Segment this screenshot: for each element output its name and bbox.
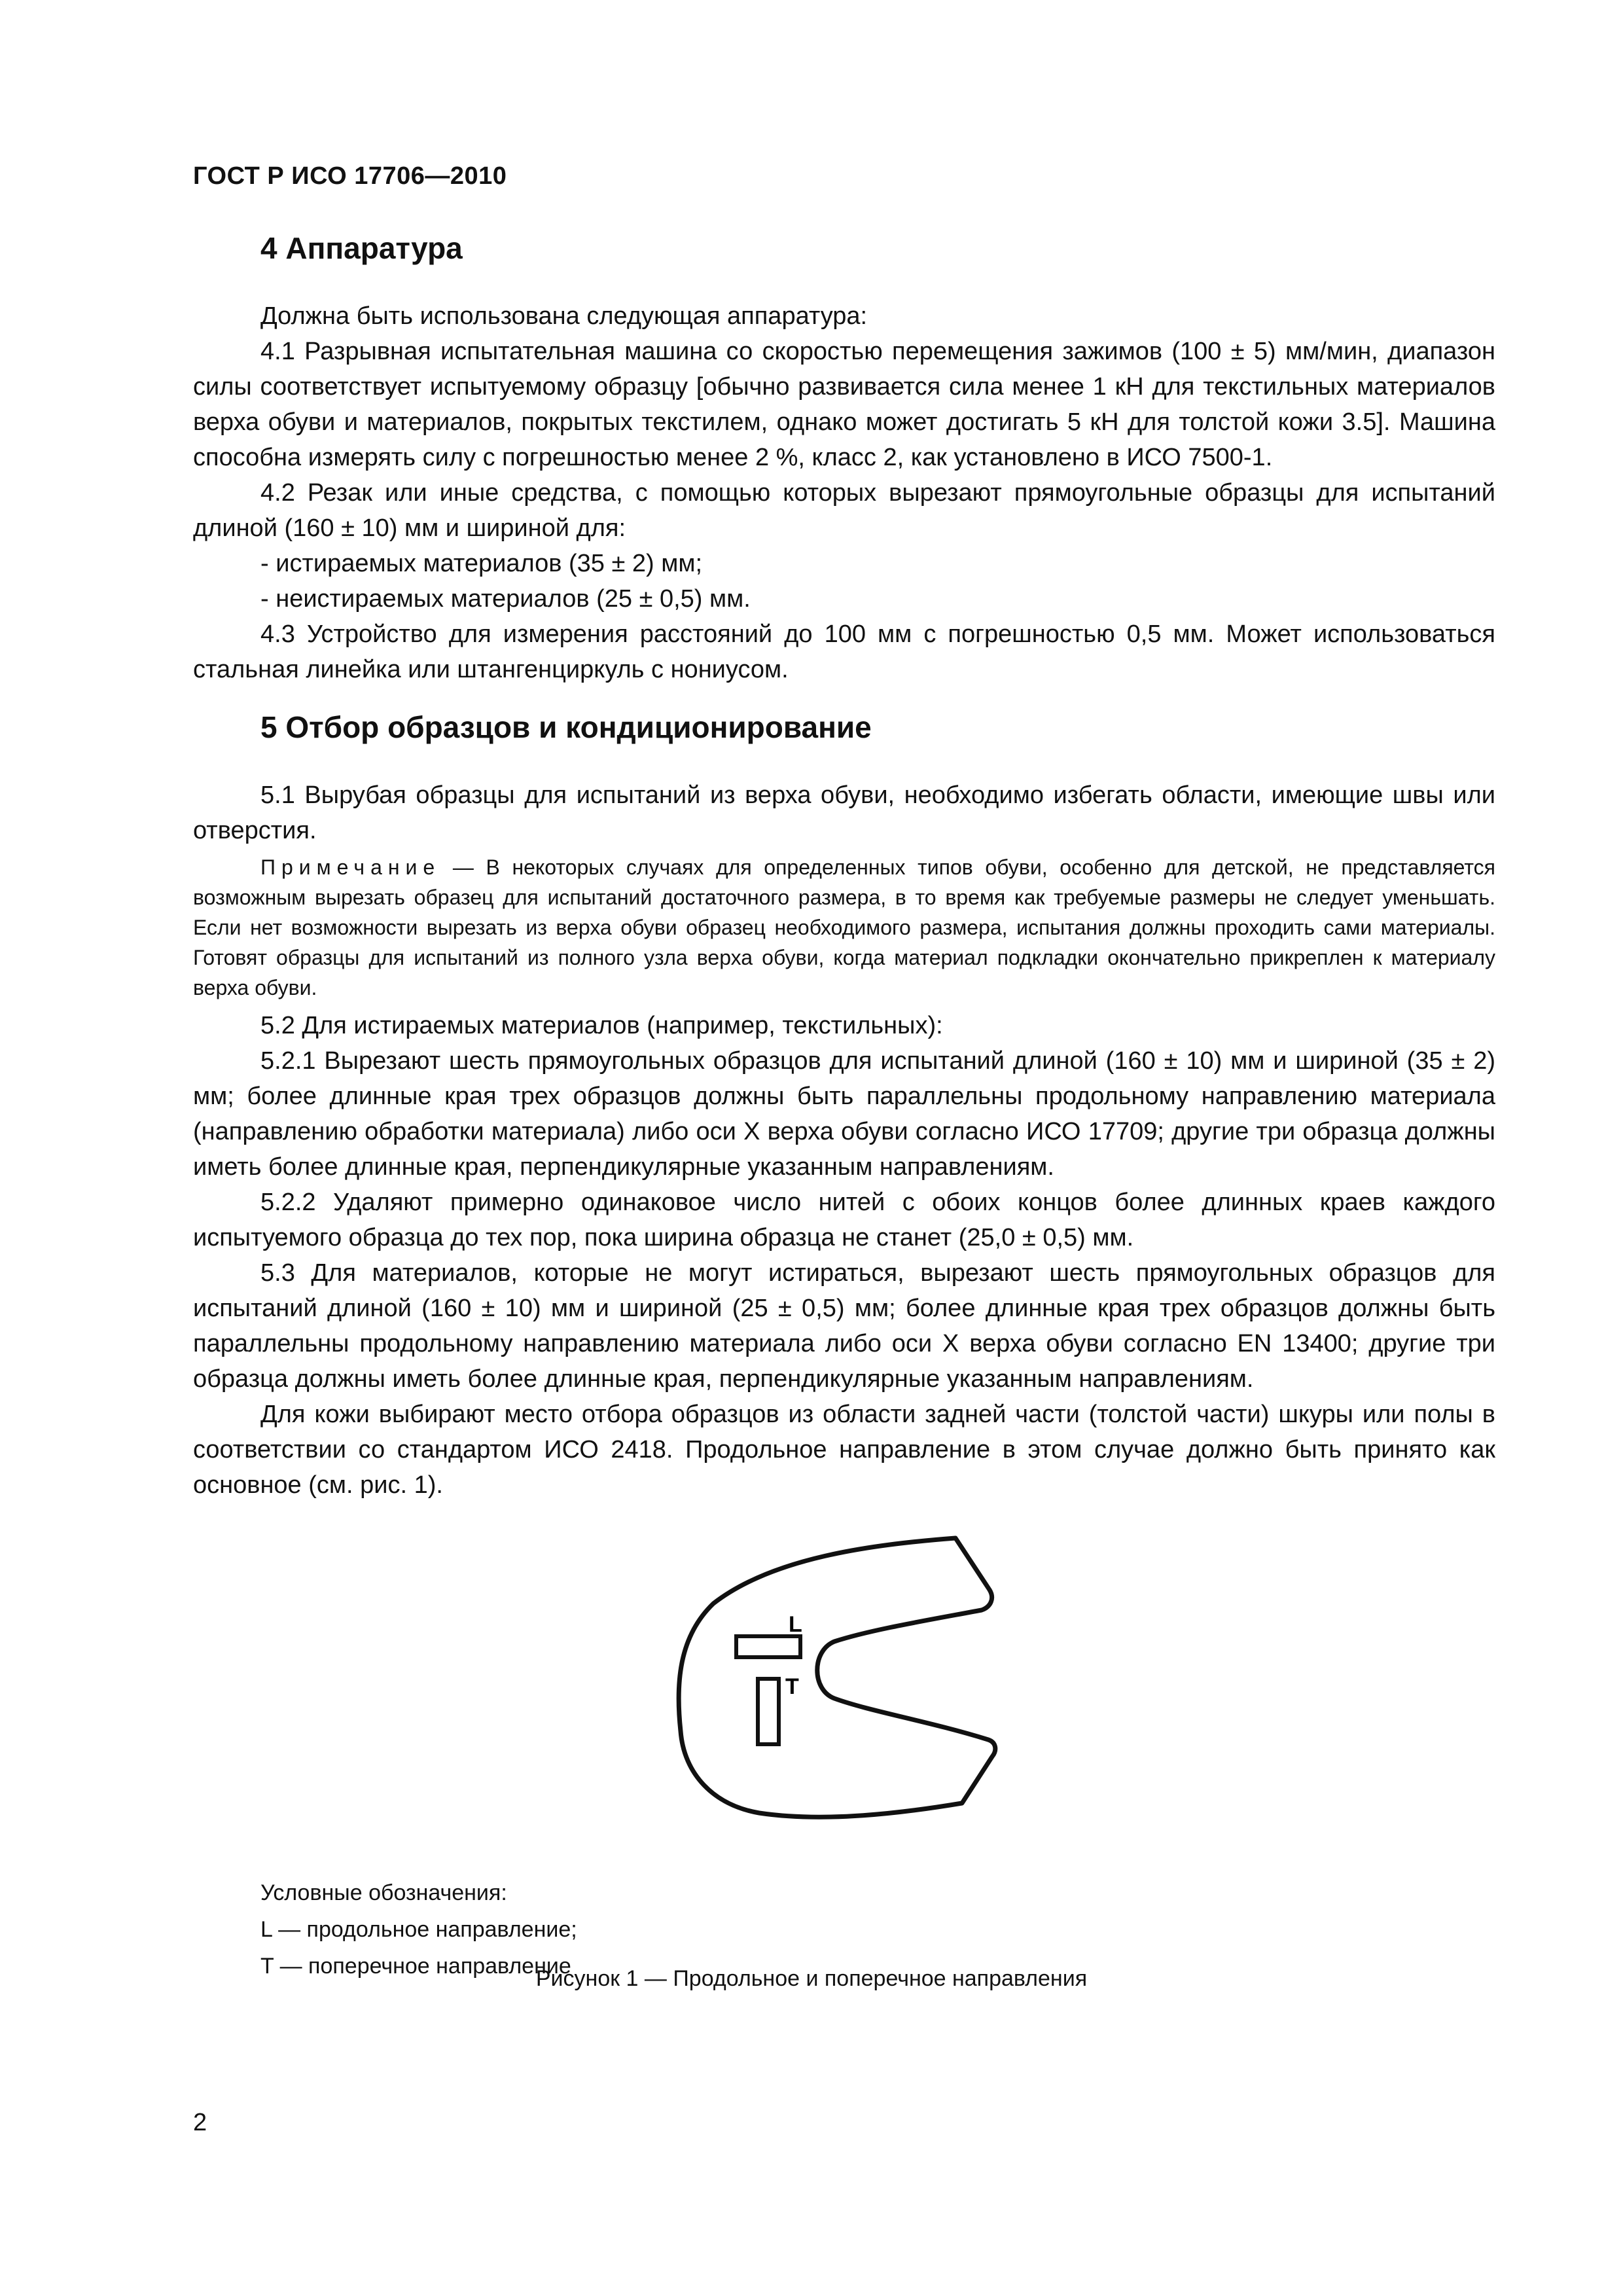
clause-4-2: 4.2 Резак или иные средства, с помощью которых вырезают прямоугольные образцы для испытаний длиной (160 ± 10) мм и шириной для: [193, 479, 1495, 542]
section-4-body [193, 298, 1495, 687]
note-label: Примечание [260, 855, 441, 879]
section-4-intro: Должна быть использована следующая аппаратура: [260, 302, 868, 330]
clause-5-2-2: 5.2.2 Удаляют примерно одинаковое число нитей с обоих концов более длинных краев каждого испытуемого образца до тех пор, пока ширина образца не станет (25,0 ± 0,5) мм. [193, 1189, 1495, 1251]
note-paragraph [193, 852, 1495, 1003]
label-L: L [789, 1612, 802, 1637]
section-5-body [193, 1008, 1495, 1503]
page-number: 2 [193, 2109, 207, 2136]
label-T: T [785, 1674, 799, 1699]
specimen-longitudinal [736, 1636, 800, 1657]
clause-5-3: 5.3 Для материалов, которые не могут истираться, вырезают шесть прямоугольных образцов для испытаний длиной (160 ± 10) мм и шириной (25 ± 0,5) мм; более длинные края трех образцов должны быть параллельны продольному направлению материала либо оси X верха обуви согласно EN 13400; другие три образца должны иметь более длинные края, перпендикулярные указанным направлениям. [193, 1259, 1495, 1393]
leather-paragraph: Для кожи выбирают место отбора образцов из области задней части (толстой части) шкуры или полы в соответствии со стандартом ИСО 2418. Продольное направление в этом случае должно быть принято как основное (см. рис. 1). [193, 1401, 1495, 1499]
clause-4-3: 4.3 Устройство для измерения расстояний до 100 мм с погрешностью 0,5 мм. Может использоваться стальная линейка или штангенциркуль с нониусом. [193, 620, 1495, 683]
clause-5-1: 5.1 Вырубая образцы для испытаний из верха обуви, необходимо избегать области, имеющие швы или отверстия. [193, 781, 1495, 844]
clause-5-2-1: 5.2.1 Вырезают шесть прямоугольных образцов для испытаний длиной (160 ± 10) мм и шириной (35 ± 2) мм; более длинные края трех образцов должны быть параллельны продольному направлению материала (направлению обработки материала) либо оси X верха обуви согласно ИСО 17709; другие три образца должны иметь более длинные края, перпендикулярные указанным направлениям. [193, 1047, 1495, 1181]
document-id: ГОСТ Р ИСО 17706—2010 [193, 162, 507, 190]
specimen-transverse [758, 1679, 779, 1744]
figure-caption: Рисунок 1 — Продольное и поперечное направления [535, 1966, 1088, 1991]
section-4-heading: 4 Аппаратура [260, 231, 463, 265]
list-item-non-abrasive: - неистираемых материалов (25 ± 0,5) мм. [260, 585, 751, 613]
clause-5-2: 5.2 Для истираемых материалов (например, текстильных): [260, 1012, 943, 1039]
legend-title: Условные обозначения: [260, 1880, 507, 1905]
note-text: — В некоторых случаях для определенных типов обуви, особенно для детской, не представляется возможным вырезать образец для испытаний достаточного размера, в то время как требуемые размеры не следует уменьшать. Если нет возможности вырезать из верха обуви образец необходимого размера, испытания должны проходить сами материалы. Готовят образцы для испытаний из полного узла верха обуви, когда материал подкладки окончательно прикреплен к материалу верха обуви. [193, 855, 1495, 999]
legend-T: T — поперечное направление [260, 1954, 571, 1979]
section-5-heading: 5 Отбор образцов и кондиционирование [260, 710, 872, 744]
legend-L: L — продольное направление; [260, 1917, 577, 1942]
hide-outline-shape [679, 1538, 995, 1817]
list-item-abrasive: - истираемых материалов (35 ± 2) мм; [260, 550, 703, 577]
figure-1-diagram [654, 1505, 1047, 1898]
clause-5-1-block [193, 778, 1495, 848]
clause-4-1: 4.1 Разрывная испытательная машина со скоростью перемещения зажимов (100 ± 5) мм/мин, диапазон силы соответствует испытуемому образцу [обычно развивается сила менее 1 кН для текстильных материалов верха обуви и материалов, покрытых текстилем, однако может достигать 5 кН для толстой кожи 3.5]. Машина способна измерять силу с погрешностью менее 2 %, класс 2, как установлено в ИСО 7500-1. [193, 338, 1495, 471]
